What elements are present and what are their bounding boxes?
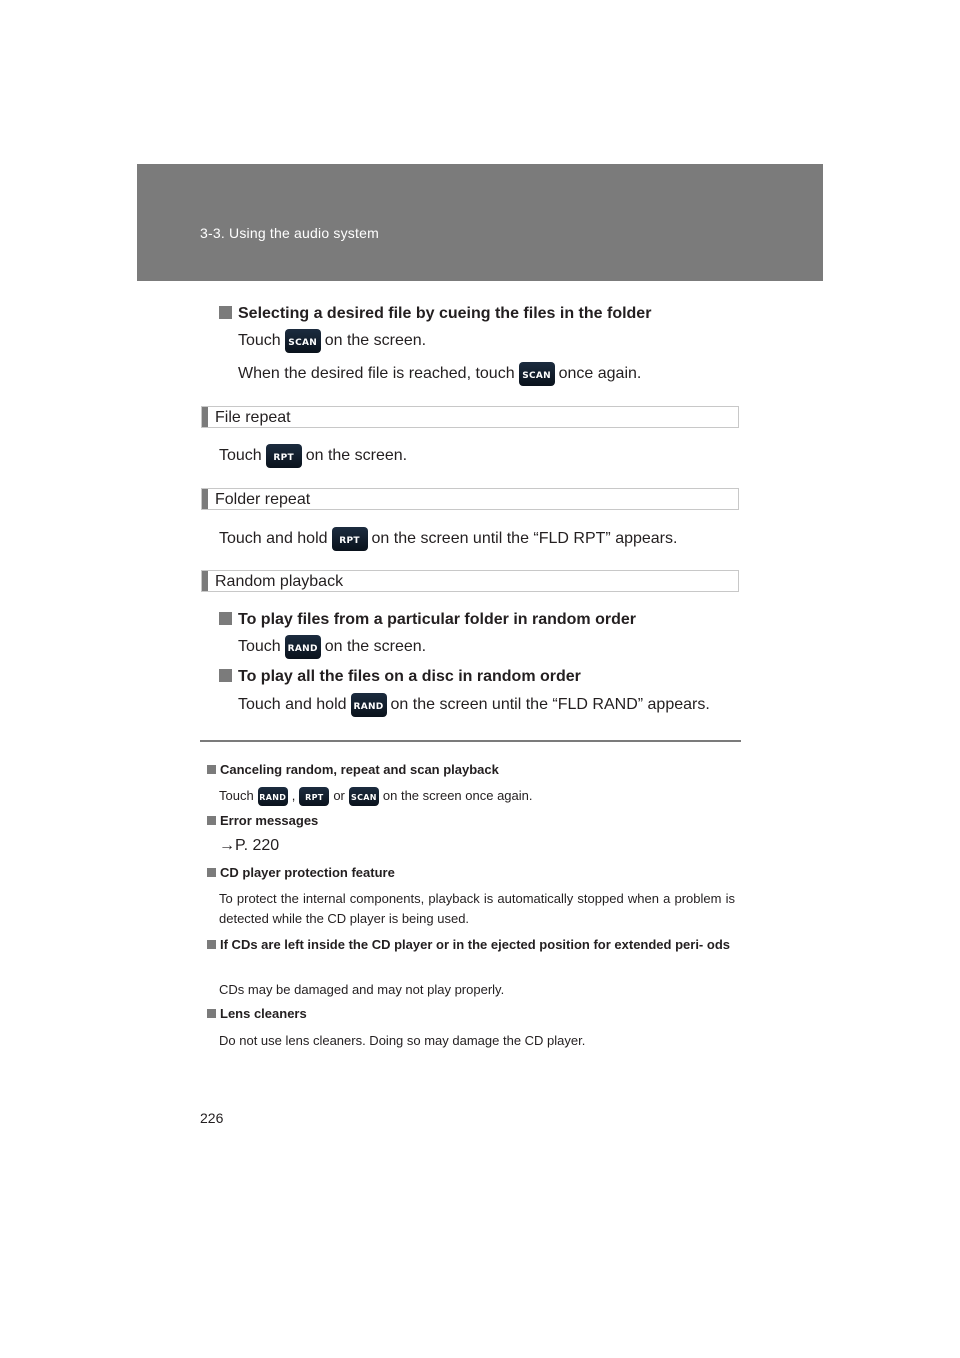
random-sub1-heading-text: To play files from a particular folder in random order: [238, 611, 636, 628]
random-sub1-text: [238, 634, 426, 660]
random-playback-title: Random playback: [215, 573, 344, 590]
note-lens-text: Do not use lens cleaners. Doing so may damage the CD player.: [219, 1033, 586, 1048]
text: Touch: [219, 788, 254, 803]
folder-repeat-section-header: [201, 488, 739, 510]
square-bullet-icon: [219, 669, 232, 682]
file-repeat-title: File repeat: [215, 409, 291, 426]
text: Touch and hold: [219, 530, 328, 547]
section-bar: [202, 407, 208, 427]
note-left-inside-text: CDs may be damaged and may not play properly.: [219, 982, 505, 997]
rand-button[interactable]: RAND: [351, 693, 387, 717]
text: or: [333, 788, 345, 803]
rpt-button[interactable]: RPT: [299, 787, 329, 806]
scan-button[interactable]: SCAN: [285, 329, 321, 353]
scan-button[interactable]: SCAN: [519, 362, 555, 386]
text: once again.: [558, 365, 642, 382]
note-error-heading: [207, 813, 318, 828]
cueing-line-2: [238, 361, 641, 387]
random-sub2-heading-text: To play all the files on a disc in random order: [238, 668, 581, 685]
text: on the screen until the “FLD RPT” appears.: [371, 530, 678, 547]
random-sub1-heading: [219, 611, 636, 629]
note-canceling-heading: [207, 762, 499, 777]
note-protection-heading: [207, 865, 395, 880]
square-bullet-icon: [219, 306, 232, 319]
text: Touch: [238, 332, 281, 349]
note-lens-heading: [207, 1006, 307, 1021]
text: Error messages: [220, 813, 319, 828]
square-bullet-icon: [207, 1009, 216, 1018]
note-left-inside-heading: [207, 935, 735, 955]
section-title: 3-3. Using the audio system: [200, 225, 379, 241]
text: ,: [291, 788, 296, 803]
section-bar: [202, 571, 208, 591]
text: Touch: [238, 638, 281, 655]
text: on the screen once again.: [382, 788, 533, 803]
random-sub2-text: [238, 692, 710, 718]
text: on the screen.: [305, 447, 408, 464]
rand-button[interactable]: RAND: [258, 787, 288, 806]
text: CD player protection feature: [220, 865, 395, 880]
scan-button[interactable]: SCAN: [349, 787, 379, 806]
note-error-reference[interactable]: →P. 220: [219, 837, 280, 854]
rpt-button[interactable]: RPT: [266, 444, 302, 468]
note-protection-text: To protect the internal components, playback is automatically stopped when a problem is detected while the CD player is being used.: [219, 891, 735, 926]
square-bullet-icon: [207, 940, 216, 949]
square-bullet-icon: [207, 816, 216, 825]
text: on the screen.: [324, 638, 427, 655]
text: Canceling random, repeat and scan playback: [220, 762, 499, 777]
cueing-heading-text: Selecting a desired file by cueing the files in the folder: [238, 305, 652, 322]
rpt-button[interactable]: RPT: [332, 527, 368, 551]
divider: [200, 740, 741, 742]
text: Touch: [219, 447, 262, 464]
folder-repeat-text: [219, 526, 677, 552]
section-bar: [202, 489, 208, 509]
text: on the screen.: [324, 332, 427, 349]
random-playback-section-header: [201, 570, 739, 592]
page-number: 226: [200, 1110, 224, 1126]
text: If CDs are left inside the CD player or in the ejected position for extended peri- ods: [220, 937, 730, 952]
file-repeat-section-header: [201, 406, 739, 428]
text: Lens cleaners: [220, 1006, 307, 1021]
square-bullet-icon: [207, 868, 216, 877]
cueing-heading: [219, 305, 651, 323]
note-canceling-text: [219, 786, 533, 806]
text: When the desired file is reached, touch: [238, 365, 515, 382]
text: Touch and hold: [238, 696, 347, 713]
square-bullet-icon: [219, 612, 232, 625]
square-bullet-icon: [207, 765, 216, 774]
rand-button[interactable]: RAND: [285, 635, 321, 659]
folder-repeat-title: Folder repeat: [215, 491, 311, 508]
header-band: [137, 164, 823, 281]
random-sub2-heading: [219, 668, 581, 686]
text: on the screen until the “FLD RAND” appears.: [390, 696, 710, 713]
cueing-line-1: [238, 328, 426, 354]
file-repeat-text: [219, 443, 407, 469]
